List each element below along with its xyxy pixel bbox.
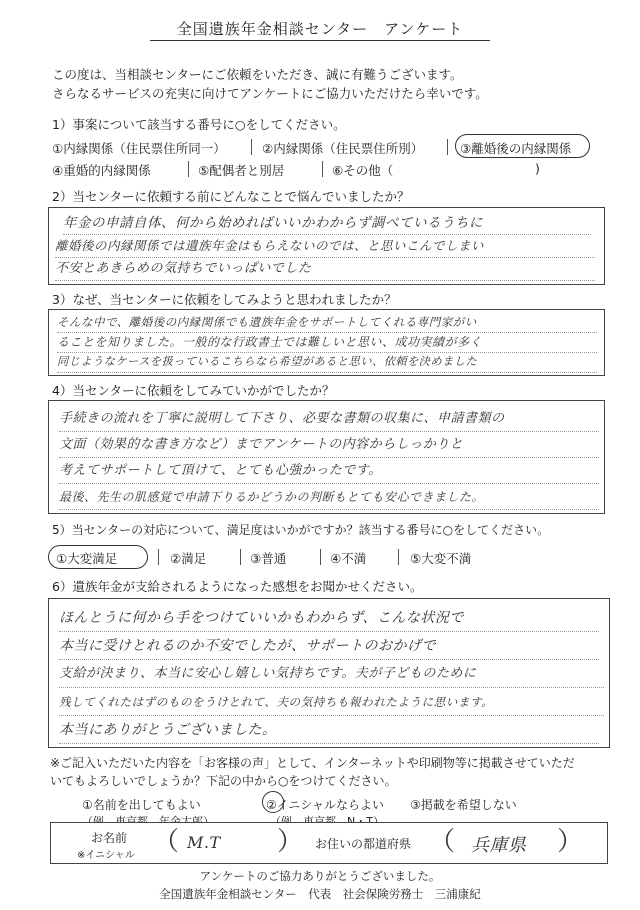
q2-answer-line-2: 離婚後の内縁関係では遺族年金はもらえないのでは、と思いこんでしまい	[55, 235, 595, 258]
q4-answer-line-4: 最後、先生の肌感覚で申請下りるかどうかの判断もとても安心できました。	[59, 485, 599, 510]
q5-option-3[interactable]: ③普通	[250, 551, 287, 566]
q6-answer-line-5: 本当にありがとうございました。	[59, 717, 599, 744]
q6-answer-line-4: 残してくれたはずのものをうけとれて、夫の気持ちも報われたように思います。	[59, 689, 604, 716]
q5-option-4[interactable]: ④不満	[330, 551, 367, 566]
q2-answer-line-3: 不安とあきらめの気持ちでいっぱいでした	[55, 258, 595, 281]
q3-label: 3）なぜ、当センターに依頼をしてみようと思われましたか？	[52, 292, 397, 307]
q3-answer-line-2: ることを知りました。一般的な行政書士では難しいと思い、成功実績が多く	[57, 332, 597, 353]
consent-option-1[interactable]: ①名前を出してもよい	[82, 798, 201, 812]
page-title: 全国遺族年金相談センター アンケート	[176, 20, 464, 38]
consent-text-1: ※ご記入いただいた内容を「お客様の声」として、インターネットや印刷物等に掲載させていただ	[50, 756, 575, 770]
q3-answer-line-1: そんな中で、離婚後の内縁関係でも遺族年金をサポートしてくれる専門家がい	[57, 312, 597, 333]
name-value[interactable]: M.T	[187, 833, 221, 852]
q4-label: 4）当センターに依頼をしてみていかがでしたか？	[52, 383, 335, 398]
footer-organization: 全国遺族年金相談センター 代表 社会保険労務士 三浦康紀	[159, 887, 481, 901]
divider	[251, 139, 252, 155]
q6-answer-line-2: 本当に受けとれるのか不安でしたが、サポートのおかげで	[59, 633, 599, 660]
divider	[320, 549, 321, 565]
divider	[158, 549, 159, 565]
q5-option-5[interactable]: ⑤大変不満	[410, 551, 472, 566]
name-label: お名前	[91, 831, 128, 845]
q4-answer-line-3: 考えてサポートして頂けて、とても心強かったです。	[59, 459, 599, 484]
q5-label: 5）当センターの対応について、満足度はいかがですか？該当する番号に○をしてください。	[52, 523, 550, 537]
divider	[398, 549, 399, 565]
q4-answer-line-2: 文面（効果的な書き方など）までアンケートの内容からしっかりと	[59, 433, 599, 458]
q6-answer-line-1: ほんとうに何から手をつけていいかもわからず、こんな状況で	[59, 605, 599, 632]
q5-option-1[interactable]: ①大変満足	[56, 551, 118, 566]
consent-option-3[interactable]: ③掲載を希望しない	[410, 798, 517, 812]
divider	[240, 549, 241, 565]
q6-answer-box[interactable]	[48, 598, 610, 748]
name-close-bracket: ）	[277, 827, 304, 857]
title-underline	[150, 40, 490, 41]
initial-label: ※イニシャル	[77, 850, 135, 861]
intro-line-1: この度は、当相談センターにご依頼をいただき、誠に有難うございます。	[52, 67, 463, 82]
intro-line-2: さらなるサービスの充実に向けてアンケートにご協力いただけたら幸いです。	[52, 86, 488, 101]
q4-answer-box[interactable]	[48, 400, 605, 514]
q6-answer-line-3: 支給が決まり、本当に安心し嬉しい気持ちです。夫が子どものために	[59, 661, 604, 688]
consent-text-2: いてもよろしいでしょうか？下記の中から○をつけてください。	[50, 774, 397, 788]
q3-answer-line-3: 同じようなケースを扱っているこちらなら希望があると思い、依頼を決めました	[57, 352, 597, 373]
q1-option-5[interactable]: ⑤配偶者と別居	[198, 163, 285, 178]
q2-answer-box[interactable]	[48, 207, 605, 285]
q4-answer-line-1: 手続きの流れを丁寧に説明して下さり、必要な書類の収集に、申請書類の	[59, 407, 599, 432]
name-section-box	[50, 822, 608, 864]
divider	[447, 139, 448, 155]
q1-option-4[interactable]: ④重婚的内縁関係	[52, 163, 151, 178]
q3-answer-box[interactable]	[48, 309, 605, 376]
pref-close-bracket: ）	[557, 827, 584, 857]
prefecture-value[interactable]: 兵庫県	[471, 835, 527, 856]
footer-thanks: アンケートのご協力ありがとうございました。	[199, 869, 441, 883]
q1-option-6-close: )	[535, 161, 540, 176]
q1-option-2[interactable]: ②内縁関係（住民票住所別）	[262, 141, 424, 156]
pref-open-bracket: （	[429, 827, 456, 857]
q1-option-1[interactable]: ①内縁関係（住民票住所同一）	[52, 141, 226, 156]
consent-option-2[interactable]: ②イニシャルならよい	[266, 798, 385, 812]
q1-option-3[interactable]: ③離婚後の内縁関係	[460, 141, 572, 156]
q2-label: 2）当センターに依頼する前にどんなことで悩んでいましたか？	[52, 189, 410, 204]
prefecture-label: お住いの都道府県	[315, 837, 412, 851]
q1-label: 1）事案について該当する番号に○をしてください。	[52, 117, 346, 132]
divider	[188, 161, 189, 177]
q6-label: 6）遺族年金が支給されるようになった感想をお聞かせください。	[52, 579, 423, 594]
name-open-bracket: （	[153, 827, 180, 857]
q5-option-2[interactable]: ②満足	[170, 551, 207, 566]
divider	[322, 161, 323, 177]
q1-option-6[interactable]: ⑥その他（	[332, 163, 394, 178]
q2-answer-line-1: 年金の申請自体、何から始めればいいかわからず調べているうちに	[63, 212, 591, 235]
